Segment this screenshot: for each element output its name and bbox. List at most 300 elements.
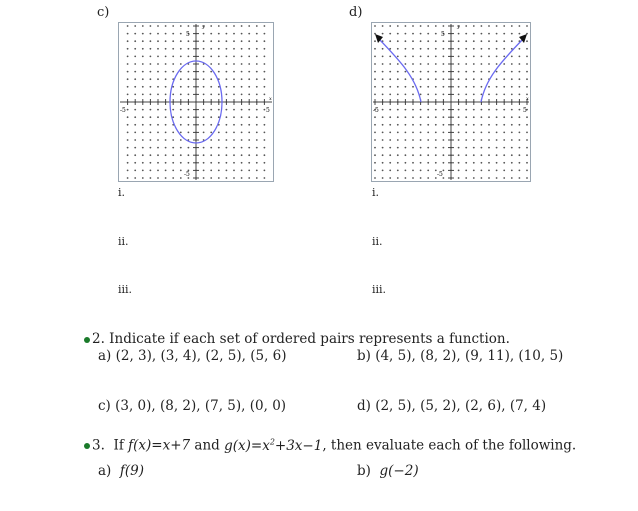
grid-dot: [256, 86, 258, 88]
grid-dot: [412, 116, 414, 118]
grid-dot: [519, 109, 521, 111]
grid-dot: [488, 132, 490, 134]
grid-dot: [481, 162, 483, 164]
grid-dot: [389, 116, 391, 118]
grid-dot: [519, 154, 521, 156]
grid-dot: [458, 170, 460, 172]
grid-dot: [503, 33, 505, 35]
grid-dot: [397, 94, 399, 96]
grid-dot: [382, 132, 384, 134]
grid-dot: [397, 78, 399, 80]
grid-dot: [526, 154, 528, 156]
grid-dot: [150, 170, 152, 172]
grid-dot: [412, 170, 414, 172]
grid-dot: [180, 116, 182, 118]
grid-dot: [264, 162, 266, 164]
grid-dot: [519, 78, 521, 80]
grid-dot: [435, 71, 437, 73]
grid-dot: [172, 94, 174, 96]
grid-dot: [389, 33, 391, 35]
grid-dot: [389, 25, 391, 27]
grid-dot: [374, 177, 376, 179]
grid-dot: [382, 162, 384, 164]
grid-dot: [188, 147, 190, 149]
grid-dot: [248, 109, 250, 111]
grid-dot: [443, 71, 445, 73]
grid-dot: [210, 33, 212, 35]
grid-dot: [397, 109, 399, 111]
grid-dot: [256, 94, 258, 96]
grid-dot: [165, 170, 167, 172]
graph-d-axis-y: y: [457, 24, 460, 30]
grid-dot: [481, 48, 483, 50]
grid-dot: [420, 116, 422, 118]
grid-dot: [427, 25, 429, 27]
grid-dot: [233, 170, 235, 172]
grid-dot: [488, 177, 490, 179]
grid-dot: [157, 154, 159, 156]
grid-dot: [412, 40, 414, 42]
grid-dot: [134, 132, 136, 134]
grid-dot: [226, 154, 228, 156]
question-2-bullet: [84, 337, 90, 343]
grid-dot: [142, 116, 144, 118]
grid-dot: [157, 71, 159, 73]
grid-dot: [443, 48, 445, 50]
grid-dot: [226, 139, 228, 141]
grid-dot: [465, 109, 467, 111]
grid-dot: [519, 162, 521, 164]
grid-dot: [180, 139, 182, 141]
grid-dot: [210, 170, 212, 172]
grid-dot: [172, 56, 174, 58]
grid-dot: [134, 109, 136, 111]
grid-dot: [526, 63, 528, 65]
grid-dot: [150, 78, 152, 80]
grid-dot: [248, 33, 250, 35]
grid-dot: [420, 25, 422, 27]
grid-dot: [389, 139, 391, 141]
grid-dot: [405, 78, 407, 80]
graph-c-axis-y: y: [202, 24, 205, 30]
grid-dot: [435, 139, 437, 141]
grid-dot: [458, 56, 460, 58]
grid-dot: [458, 63, 460, 65]
graph-c-axis-x: x: [269, 96, 272, 102]
graph-d-item-iii: iii.: [372, 283, 387, 296]
grid-dot: [264, 147, 266, 149]
grid-dot: [382, 63, 384, 65]
grid-dot: [382, 86, 384, 88]
grid-dot: [458, 162, 460, 164]
grid-dot: [248, 56, 250, 58]
grid-dot: [382, 56, 384, 58]
grid-dot: [397, 48, 399, 50]
grid-dot: [511, 139, 513, 141]
grid-dot: [496, 147, 498, 149]
grid-dot: [397, 154, 399, 156]
grid-dot: [481, 94, 483, 96]
grid-dot: [165, 147, 167, 149]
grid-dot: [405, 162, 407, 164]
grid-dot: [233, 78, 235, 80]
grid-dot: [397, 147, 399, 149]
grid-dot: [241, 94, 243, 96]
grid-dot: [389, 147, 391, 149]
grid-dot: [142, 162, 144, 164]
grid-dot: [374, 71, 376, 73]
grid-dot: [405, 56, 407, 58]
question-3b: b) g(−2): [357, 463, 419, 479]
grid-dot: [233, 63, 235, 65]
grid-dot: [405, 48, 407, 50]
grid-dot: [157, 147, 159, 149]
grid-dot: [397, 25, 399, 27]
grid-dot: [210, 124, 212, 126]
grid-dot: [241, 86, 243, 88]
grid-dot: [412, 94, 414, 96]
grid-dot: [233, 147, 235, 149]
grid-dot: [256, 71, 258, 73]
grid-dot: [435, 56, 437, 58]
grid-dot: [264, 116, 266, 118]
grid-dot: [488, 56, 490, 58]
grid-dot: [526, 56, 528, 58]
grid-dot: [382, 154, 384, 156]
grid-dot: [481, 40, 483, 42]
grid-dot: [218, 63, 220, 65]
grid-dot: [488, 154, 490, 156]
grid-dot: [503, 116, 505, 118]
grid-dot: [218, 162, 220, 164]
grid-dot: [180, 63, 182, 65]
grid-dot: [481, 139, 483, 141]
grid-dot: [127, 94, 129, 96]
grid-dot: [127, 78, 129, 80]
grid-dot: [165, 177, 167, 179]
grid-dot: [233, 71, 235, 73]
grid-dot: [412, 139, 414, 141]
grid-dot: [496, 154, 498, 156]
grid-dot: [172, 147, 174, 149]
grid-dot: [526, 40, 528, 42]
graph-d-item-ii: ii.: [372, 235, 383, 248]
grid-dot: [465, 147, 467, 149]
grid-dot: [397, 162, 399, 164]
grid-dot: [526, 132, 528, 134]
grid-dot: [127, 109, 129, 111]
grid-dot: [496, 56, 498, 58]
grid-dot: [203, 40, 205, 42]
grid-dot: [134, 56, 136, 58]
grid-dot: [435, 86, 437, 88]
grid-dot: [405, 86, 407, 88]
grid-dot: [412, 147, 414, 149]
grid-dot: [256, 33, 258, 35]
grid-dot: [248, 170, 250, 172]
grid-dot: [503, 78, 505, 80]
grid-dot: [165, 132, 167, 134]
grid-dot: [511, 56, 513, 58]
graph-d-tick-left: -5: [373, 107, 379, 114]
grid-dot: [435, 25, 437, 27]
grid-dot: [142, 40, 144, 42]
grid-dot: [134, 40, 136, 42]
grid-dot: [412, 162, 414, 164]
grid-dot: [496, 94, 498, 96]
grid-dot: [503, 71, 505, 73]
grid-dot: [443, 86, 445, 88]
grid-dot: [435, 48, 437, 50]
grid-dot: [458, 78, 460, 80]
grid-dot: [210, 116, 212, 118]
grid-dot: [496, 139, 498, 141]
grid-dot: [210, 147, 212, 149]
grid-dot: [511, 71, 513, 73]
grid-dot: [405, 94, 407, 96]
grid-dot: [481, 71, 483, 73]
grid-dot: [188, 154, 190, 156]
grid-dot: [397, 40, 399, 42]
grid-dot: [226, 40, 228, 42]
grid-dot: [203, 132, 205, 134]
grid-dot: [180, 56, 182, 58]
grid-dot: [256, 40, 258, 42]
grid-dot: [374, 25, 376, 27]
grid-dot: [241, 48, 243, 50]
grid-dot: [526, 25, 528, 27]
grid-dot: [397, 170, 399, 172]
grid-dot: [374, 40, 376, 42]
grid-dot: [526, 78, 528, 80]
grid-dot: [180, 33, 182, 35]
grid-dot: [412, 124, 414, 126]
grid-dot: [405, 124, 407, 126]
grid-dot: [465, 63, 467, 65]
grid-dot: [412, 33, 414, 35]
grid-dot: [203, 170, 205, 172]
grid-dot: [458, 40, 460, 42]
grid-dot: [241, 132, 243, 134]
grid-dot: [226, 177, 228, 179]
grid-dot: [420, 170, 422, 172]
grid-dot: [382, 170, 384, 172]
grid-dot: [218, 154, 220, 156]
grid-dot: [405, 25, 407, 27]
grid-dot: [427, 63, 429, 65]
grid-dot: [264, 25, 266, 27]
grid-dot: [458, 177, 460, 179]
graph-c-item-i: i.: [118, 186, 126, 199]
grid-dot: [412, 86, 414, 88]
grid-dot: [134, 139, 136, 141]
grid-dot: [142, 132, 144, 134]
grid-dot: [519, 94, 521, 96]
grid-dot: [127, 71, 129, 73]
graph-c: [118, 22, 274, 182]
grid-dot: [389, 162, 391, 164]
grid-dot: [405, 63, 407, 65]
grid-dot: [188, 48, 190, 50]
grid-dot: [233, 33, 235, 35]
grid-dot: [503, 139, 505, 141]
grid-dot: [427, 33, 429, 35]
grid-dot: [435, 63, 437, 65]
grid-dot: [218, 109, 220, 111]
grid-dot: [397, 33, 399, 35]
grid-dot: [127, 56, 129, 58]
graph-d-tick-top: 5: [441, 31, 445, 38]
grid-dot: [157, 94, 159, 96]
grid-dot: [256, 25, 258, 27]
grid-dot: [481, 132, 483, 134]
grid-dot: [226, 33, 228, 35]
grid-dot: [389, 78, 391, 80]
grid-dot: [226, 124, 228, 126]
graph-d-axis-x: x: [526, 96, 529, 102]
grid-dot: [374, 94, 376, 96]
grid-dot: [397, 116, 399, 118]
grid-dot: [427, 116, 429, 118]
grid-dot: [248, 63, 250, 65]
question-3a: a) f(9): [98, 463, 145, 479]
grid-dot: [165, 48, 167, 50]
grid-dot: [165, 33, 167, 35]
grid-dot: [218, 71, 220, 73]
grid-dot: [127, 48, 129, 50]
grid-dot: [165, 56, 167, 58]
grid-dot: [374, 78, 376, 80]
grid-dot: [256, 170, 258, 172]
grid-dot: [526, 116, 528, 118]
grid-dot: [427, 139, 429, 141]
grid-dot: [382, 139, 384, 141]
grid-dot: [427, 132, 429, 134]
grid-dot: [481, 56, 483, 58]
grid-dot: [165, 116, 167, 118]
grid-dot: [503, 154, 505, 156]
question-2c: c) (3, 0), (8, 2), (7, 5), (0, 0): [98, 398, 287, 414]
grid-dot: [382, 94, 384, 96]
grid-dot: [188, 56, 190, 58]
grid-dot: [465, 154, 467, 156]
grid-dot: [157, 109, 159, 111]
grid-dot: [264, 132, 266, 134]
grid-dot: [458, 147, 460, 149]
grid-dot: [420, 78, 422, 80]
grid-dot: [519, 132, 521, 134]
grid-dot: [210, 86, 212, 88]
grid-dot: [233, 94, 235, 96]
grid-dot: [210, 40, 212, 42]
grid-dot: [374, 33, 376, 35]
grid-dot: [142, 25, 144, 27]
grid-dot: [458, 86, 460, 88]
grid-dot: [218, 94, 220, 96]
grid-dot: [203, 48, 205, 50]
grid-dot: [488, 25, 490, 27]
grid-dot: [150, 139, 152, 141]
grid-dot: [150, 25, 152, 27]
grid-dot: [374, 132, 376, 134]
grid-dot: [127, 177, 129, 179]
grid-dot: [134, 78, 136, 80]
grid-dot: [180, 71, 182, 73]
grid-dot: [443, 132, 445, 134]
grid-dot: [481, 63, 483, 65]
grid-dot: [443, 25, 445, 27]
grid-dot: [218, 132, 220, 134]
question-3-prompt: 3. If f(x)=x+7 and $g(x)=x^2+3x-1$, then evaluate each of the following.: [84, 437, 576, 454]
grid-dot: [465, 162, 467, 164]
grid-dot: [443, 109, 445, 111]
grid-dot: [427, 170, 429, 172]
grid-dot: [405, 40, 407, 42]
grid-dot: [435, 116, 437, 118]
grid-dot: [412, 132, 414, 134]
grid-dot: [172, 33, 174, 35]
grid-dot: [150, 63, 152, 65]
grid-dot: [165, 86, 167, 88]
grid-dot: [435, 154, 437, 156]
grid-dot: [526, 124, 528, 126]
grid-dot: [157, 170, 159, 172]
grid-dot: [226, 147, 228, 149]
grid-dot: [458, 132, 460, 134]
grid-dot: [420, 124, 422, 126]
grid-dot: [188, 86, 190, 88]
grid-dot: [172, 132, 174, 134]
graph-c-tick-bottom: -5: [184, 171, 190, 178]
grid-dot: [142, 177, 144, 179]
grid-dot: [473, 56, 475, 58]
grid-dot: [503, 94, 505, 96]
grid-dot: [256, 56, 258, 58]
grid-dot: [248, 116, 250, 118]
grid-dot: [134, 147, 136, 149]
grid-dot: [127, 139, 129, 141]
grid-dot: [511, 25, 513, 27]
grid-dot: [496, 33, 498, 35]
grid-dot: [233, 154, 235, 156]
grid-dot: [465, 116, 467, 118]
grid-dot: [150, 162, 152, 164]
grid-dot: [264, 177, 266, 179]
grid-dot: [210, 78, 212, 80]
grid-dot: [465, 139, 467, 141]
grid-dot: [150, 33, 152, 35]
grid-dot: [519, 25, 521, 27]
grid-dot: [488, 71, 490, 73]
grid-dot: [443, 139, 445, 141]
grid-dot: [389, 86, 391, 88]
grid-dot: [150, 94, 152, 96]
grid-dot: [435, 147, 437, 149]
grid-dot: [511, 154, 513, 156]
grid-dot: [420, 86, 422, 88]
grid-dot: [435, 94, 437, 96]
grid-dot: [427, 147, 429, 149]
grid-dot: [427, 78, 429, 80]
grid-dot: [210, 109, 212, 111]
grid-dot: [226, 78, 228, 80]
grid-dot: [443, 63, 445, 65]
grid-dot: [264, 154, 266, 156]
grid-dot: [165, 162, 167, 164]
grid-dot: [503, 40, 505, 42]
grid-dot: [382, 109, 384, 111]
grid-dot: [511, 109, 513, 111]
